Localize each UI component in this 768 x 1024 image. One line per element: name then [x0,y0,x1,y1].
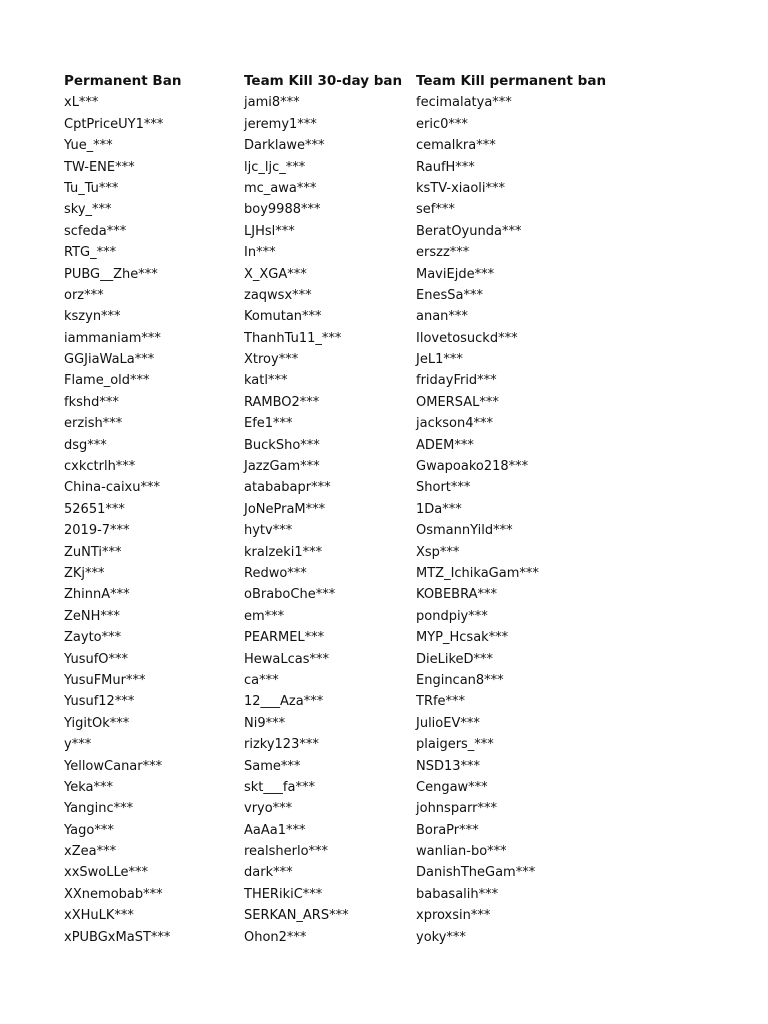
player-name-entry: Komutan*** [244,309,322,325]
player-name-entry: Tu_Tu*** [64,180,119,196]
player-name-entry: KOBEBRA*** [416,587,497,603]
player-name-entry: plaigers_*** [416,737,494,753]
player-name-entry: yoky*** [416,929,466,945]
player-name-entry: Xtroy*** [244,352,299,368]
player-name-entry: 12___Aza*** [244,694,324,710]
player-name-entry: Engincan8*** [416,672,504,688]
player-name-entry: JazzGam*** [244,459,320,475]
team-kill-30-day-ban-column [244,71,412,948]
player-name-entry: dsg*** [64,437,107,453]
player-name-entry: rizky123*** [244,737,319,753]
player-name-entry: erzish*** [64,416,123,432]
player-name-entry: eric0*** [416,116,468,132]
column-header-team-kill-permanent-ban: Team Kill permanent ban [416,73,607,89]
player-name-entry: jeremy1*** [244,116,317,132]
player-name-entry: sef*** [416,202,455,218]
player-name-entry: fridayFrid*** [416,373,497,389]
player-name-entry: orz*** [64,287,104,303]
player-name-entry: LJHsl*** [244,223,295,239]
player-name-entry: scfeda*** [64,223,127,239]
player-name-entry: xxSwoLLe*** [64,865,148,881]
player-name-entry: jackson4*** [416,416,493,432]
player-name-entry: GGJiaWaLa*** [64,352,155,368]
player-name-entry: ThanhTu11_*** [244,330,342,346]
team-kill-permanent-ban-column [416,71,716,948]
player-name-entry: ZhinnA*** [64,587,130,603]
player-name-entry: Ohon2*** [244,929,307,945]
player-name-entry: Same*** [244,758,301,774]
player-name-entry: YusuFMur*** [64,672,146,688]
player-name-entry: ksTV-xiaoli*** [416,180,506,196]
player-name-entry: Efe1*** [244,416,293,432]
player-name-entry: MTZ_IchikaGam*** [416,565,539,581]
name-list [64,92,239,948]
player-name-entry: xZea*** [64,844,117,860]
player-name-entry: In*** [244,245,276,261]
player-name-entry: Zayto*** [64,630,122,646]
permanent-ban-column [64,71,239,948]
player-name-entry: anan*** [416,309,468,325]
column-header-permanent-ban: Permanent Ban [64,73,182,89]
player-name-entry: dark*** [244,865,293,881]
player-name-entry: BeratOyunda*** [416,223,522,239]
player-name-entry: DieLikeD*** [416,651,494,667]
player-name-entry: PEARMEL*** [244,630,325,646]
player-name-entry: Xsp*** [416,544,460,560]
player-name-entry: X_XGA*** [244,266,307,282]
player-name-entry: jami8*** [244,95,300,111]
player-name-entry: zaqwsx*** [244,287,312,303]
player-name-entry: Ilovetosuckd*** [416,330,518,346]
player-name-entry: xPUBGxMaST*** [64,929,171,945]
player-name-entry: Yago*** [64,822,114,838]
player-name-entry: Yusuf12*** [64,694,135,710]
player-name-entry: THERikiC*** [244,886,323,902]
player-name-entry: kralzeki1*** [244,544,323,560]
player-name-entry: YigitOk*** [64,715,130,731]
player-name-entry: YusufO*** [64,651,129,667]
player-name-entry: fecimalatya*** [416,95,512,111]
player-name-entry: Gwapoako218*** [416,459,529,475]
player-name-entry: Flame_old*** [64,373,150,389]
player-name-entry: katl*** [244,373,288,389]
player-name-entry: HewaLcas*** [244,651,330,667]
player-name-entry: Ni9*** [244,715,286,731]
player-name-entry: xL*** [64,95,99,111]
player-name-entry: y*** [64,737,92,753]
player-name-entry: CptPriceUY1*** [64,116,164,132]
player-name-entry: fkshd*** [64,394,119,410]
player-name-entry: pondpiy*** [416,608,488,624]
player-name-entry: em*** [244,608,285,624]
player-name-entry: Cengaw*** [416,779,488,795]
player-name-entry: Darklawe*** [244,138,325,154]
player-name-entry: ADEM*** [416,437,474,453]
player-name-entry: 1Da*** [416,501,462,517]
player-name-entry: EnesSa*** [416,287,483,303]
player-name-entry: 2019-7*** [64,523,130,539]
player-name-entry: AaAa1*** [244,822,306,838]
player-name-entry: 52651*** [64,501,125,517]
player-name-entry: ZeNH*** [64,608,120,624]
player-name-entry: Yanginc*** [64,801,134,817]
player-name-entry: iammaniam*** [64,330,161,346]
player-name-entry: TW-ENE*** [64,159,135,175]
player-name-entry: johnsparr*** [416,801,497,817]
player-name-entry: OsmannYild*** [416,523,513,539]
player-name-entry: JoNePraM*** [244,501,326,517]
player-name-entry: ZKj*** [64,565,105,581]
player-name-entry: xproxsin*** [416,908,491,924]
player-name-entry: BoraPr*** [416,822,479,838]
player-name-entry: JulioEV*** [416,715,480,731]
player-name-entry: TRfe*** [416,694,466,710]
player-name-entry: cxkctrlh*** [64,459,136,475]
player-name-entry: MaviEjde*** [416,266,495,282]
player-name-entry: BuckSho*** [244,437,320,453]
column-header-team-kill-30-day-ban: Team Kill 30-day ban [244,73,403,89]
player-name-entry: RAMBO2*** [244,394,320,410]
player-name-entry: sky_*** [64,202,112,218]
player-name-entry: PUBG__Zhe*** [64,266,158,282]
player-name-entry: xXHuLK*** [64,908,134,924]
player-name-entry: JeL1*** [416,352,463,368]
player-name-entry: Yue_*** [64,138,113,154]
player-name-entry: NSD13*** [416,758,481,774]
player-name-entry: babasalih*** [416,886,499,902]
player-name-entry: OMERSAL*** [416,394,499,410]
player-name-entry: oBraboChe*** [244,587,336,603]
player-name-entry: kszyn*** [64,309,121,325]
player-name-entry: Short*** [416,480,471,496]
player-name-entry: MYP_Hcsak*** [416,630,509,646]
player-name-entry: mc_awa*** [244,180,317,196]
player-name-entry: SERKAN_ARS*** [244,908,349,924]
player-name-entry: Redwo*** [244,565,307,581]
player-name-entry: ZuNTi*** [64,544,122,560]
player-name-entry: ljc_ljc_*** [244,159,306,175]
player-name-entry: Yeka*** [64,779,113,795]
name-list [244,92,412,948]
player-name-entry: China-caixu*** [64,480,160,496]
player-name-entry: realsherlo*** [244,844,329,860]
player-name-entry: ca*** [244,672,279,688]
player-name-entry: wanlian-bo*** [416,844,507,860]
player-name-entry: XXnemobab*** [64,886,163,902]
player-name-entry: atababapr*** [244,480,331,496]
name-list [416,92,716,948]
player-name-entry: YellowCanar*** [64,758,163,774]
player-name-entry: cemalkra*** [416,138,496,154]
player-name-entry: hytv*** [244,523,293,539]
player-name-entry: skt___fa*** [244,779,315,795]
player-name-entry: erszz*** [416,245,470,261]
player-name-entry: RTG_*** [64,245,117,261]
player-name-entry: DanishTheGam*** [416,865,536,881]
player-name-entry: boy9988*** [244,202,321,218]
player-name-entry: vryo*** [244,801,293,817]
player-name-entry: RaufH*** [416,159,475,175]
